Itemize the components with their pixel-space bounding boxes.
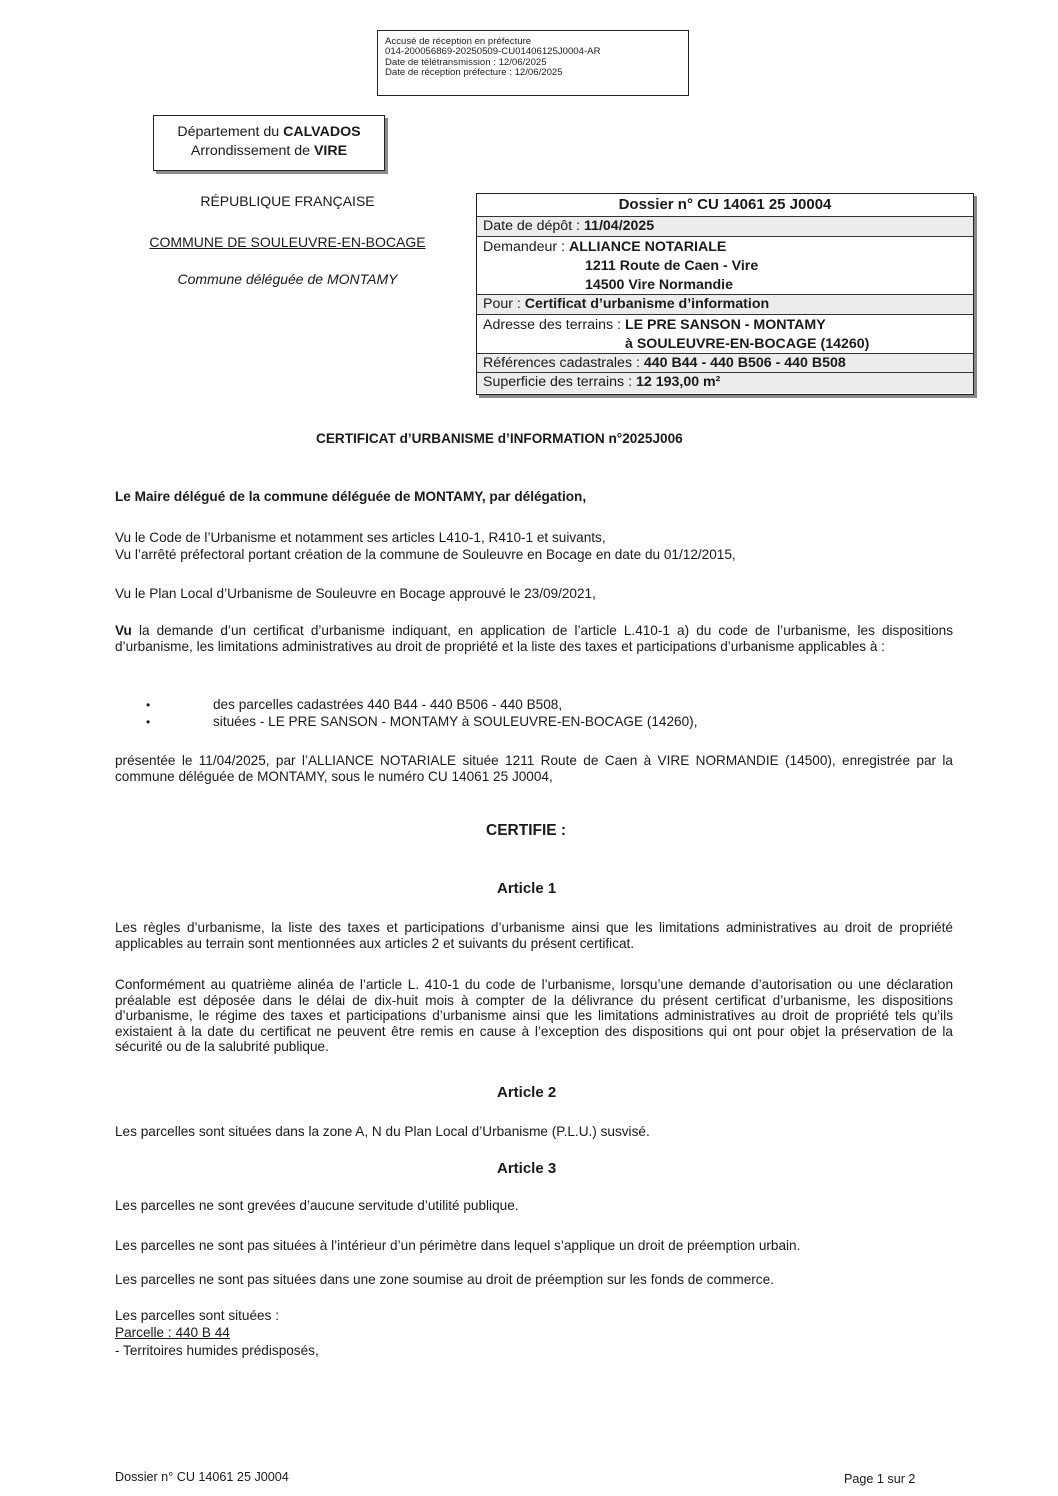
republique-heading: RÉPUBLIQUE FRANÇAISE xyxy=(200,193,375,209)
commune-name: COMMUNE DE SOULEUVRE-EN-BOCAGE xyxy=(149,234,426,250)
bullet-glyph: • xyxy=(146,698,151,712)
arrondissement-prefix: Arrondissement de xyxy=(190,143,314,159)
prefecture-receipt-stamp xyxy=(377,30,689,96)
stamp-line-1: Accusé de réception en préfecture xyxy=(385,36,532,47)
vu-prefix: Vu xyxy=(115,623,132,638)
pour-value: Certificat d’urbanisme d’information xyxy=(524,296,770,312)
commune-heading xyxy=(115,234,460,250)
maire-statement: Le Maire délégué de la commune déléguée de MONTAMY, par délégation, xyxy=(115,489,587,504)
bullet-glyph: • xyxy=(146,715,151,729)
adresse-line-1: LE PRE SANSON - MONTAMY xyxy=(624,317,826,333)
demandeur-address-2: 14500 Vire Normandie xyxy=(585,277,733,293)
adresse-label: Adresse des terrains : xyxy=(483,317,625,333)
territoires-item: - Territoires humides prédisposés, xyxy=(115,1343,319,1358)
article-3-paragraph-2: Les parcelles ne sont pas situées à l’intérieur d’un périmètre dans lequel s’applique un droit de préemption urbain. xyxy=(115,1238,801,1253)
situees-intro: Les parcelles sont situées : xyxy=(115,1308,279,1323)
department-line xyxy=(154,123,384,142)
bullet-parcelles: des parcelles cadastrées 440 B44 - 440 B506 - 440 B508, xyxy=(213,697,563,712)
pour-label: Pour : xyxy=(483,296,525,312)
stamp-line-2: 014-200056869-20250509-CU01406125J0004-AR xyxy=(385,46,601,58)
vu-demande-text: la demande d’un certificat d’urbanisme indiquant, en application de l’article L.410-1 a) du code de l’urbanisme, les dispositions d’urbanisme, les limitations administratives au droit de propriété et la liste des taxes et participations d’urbanisme applicables à : xyxy=(115,623,953,654)
superficie-value: 12 193,00 m² xyxy=(635,374,721,390)
superficie-label: Superficie des terrains : xyxy=(483,374,636,390)
footer-page-number: Page 1 sur 2 xyxy=(844,1472,916,1486)
department-box xyxy=(153,115,385,171)
dossier-references-row xyxy=(477,354,973,373)
stamp-line-3: Date de télétransmission : 12/06/2025 xyxy=(385,56,547,68)
demandeur-label: Demandeur : xyxy=(483,239,569,255)
footer-dossier-number: Dossier n° CU 14061 25 J0004 xyxy=(115,1470,289,1484)
article-3-paragraph-1: Les parcelles ne sont grevées d’aucune servitude d’utilité publique. xyxy=(115,1198,519,1213)
article-2-paragraph: Les parcelles sont situées dans la zone A, N du Plan Local d’Urbanisme (P.L.U.) susvisé. xyxy=(115,1124,650,1139)
dossier-date-row xyxy=(477,217,973,237)
references-label: Références cadastrales : xyxy=(483,355,644,371)
dossier-adresse-row xyxy=(477,315,973,354)
date-value: 11/04/2025 xyxy=(583,218,655,234)
dossier-superficie-row xyxy=(477,373,973,393)
references-value: 440 B44 - 440 B506 - 440 B508 xyxy=(643,355,846,371)
demandeur-name: ALLIANCE NOTARIALE xyxy=(568,239,727,255)
bullet-situees: situées - LE PRE SANSON - MONTAMY à SOULEUVRE-EN-BOCAGE (14260), xyxy=(213,714,698,729)
article-2-title: Article 2 xyxy=(497,1084,557,1101)
department-prefix: Département du xyxy=(177,124,284,140)
vu-plan-local: Vu le Plan Local d’Urbanisme de Souleuvre en Bocage approuvé le 23/09/2021, xyxy=(115,586,596,601)
certifie-heading: CERTIFIE : xyxy=(486,822,567,839)
arrondissement-line xyxy=(154,142,384,161)
commune-deleguee xyxy=(115,271,460,287)
vu-demande xyxy=(115,623,953,654)
presentee-paragraph: présentée le 11/04/2025, par l’ALLIANCE NOTARIALE située 1211 Route de Caen à VIRE NORMANDIE (14500), enregistrée par la commune déléguée de MONTAMY, sous le numéro CU 14061 25 J0004, xyxy=(115,753,953,784)
arrondissement-name: VIRE xyxy=(313,143,348,159)
dossier-info-table xyxy=(476,193,974,395)
vu-code-urbanisme: Vu le Code de l’Urbanisme et notamment ses articles L410-1, R410-1 et suivants, xyxy=(115,530,606,545)
article-1-paragraph-2: Conformément au quatrième alinéa de l’article L. 410-1 du code de l’urbanisme, lorsqu’une demande d’autorisation ou une déclaration préalable est déposée dans le délai de dix-huit mois à compter de la délivrance du présent certificat d’urbanisme, les dispositions d’urbanisme, le régime des taxes et participations d’urbanisme ainsi que les limitations administratives au droit de propriété tels qu’ils existaient à la date du certificat ne peuvent être remis en cause à l’exception des dispositions qui ont pour objet la préservation de la sécurité ou de la salubrité publique. xyxy=(115,977,953,1055)
vu-arrete-prefectoral: Vu l’arrêté préfectoral portant création de la commune de Souleuvre en Bocage en date du 01/12/2015, xyxy=(115,547,736,562)
deleguee-prefix: Commune déléguée de xyxy=(177,271,327,287)
date-label: Date de dépôt : xyxy=(483,218,584,234)
article-3-paragraph-3: Les parcelles ne sont pas situées dans une zone soumise au droit de préemption sur les fonds de commerce. xyxy=(115,1272,774,1287)
department-name: CALVADOS xyxy=(283,124,361,140)
demandeur-address-1: 1211 Route de Caen - Vire xyxy=(585,258,759,274)
dossier-pour-row xyxy=(477,295,973,315)
dossier-demandeur-row xyxy=(477,237,973,295)
article-1-title: Article 1 xyxy=(497,880,557,897)
dossier-number: Dossier n° CU 14061 25 J0004 xyxy=(477,194,973,217)
article-3-title: Article 3 xyxy=(497,1160,557,1177)
adresse-line-2: à SOULEUVRE-EN-BOCAGE (14260) xyxy=(625,336,870,352)
certificate-title: CERTIFICAT d’URBANISME d’INFORMATION n°2025J006 xyxy=(316,431,683,446)
parcelle-label: Parcelle : 440 B 44 xyxy=(115,1325,230,1340)
deleguee-name: MONTAMY xyxy=(326,271,398,287)
article-1-paragraph-1: Les règles d’urbanisme, la liste des taxes et participations d’urbanisme ainsi que les limitations administratives au droit de propriété applicables au terrain sont mentionnées aux articles 2 et suivants du présent certificat. xyxy=(115,920,953,951)
stamp-line-4: Date de réception préfecture : 12/06/2025 xyxy=(385,67,563,79)
